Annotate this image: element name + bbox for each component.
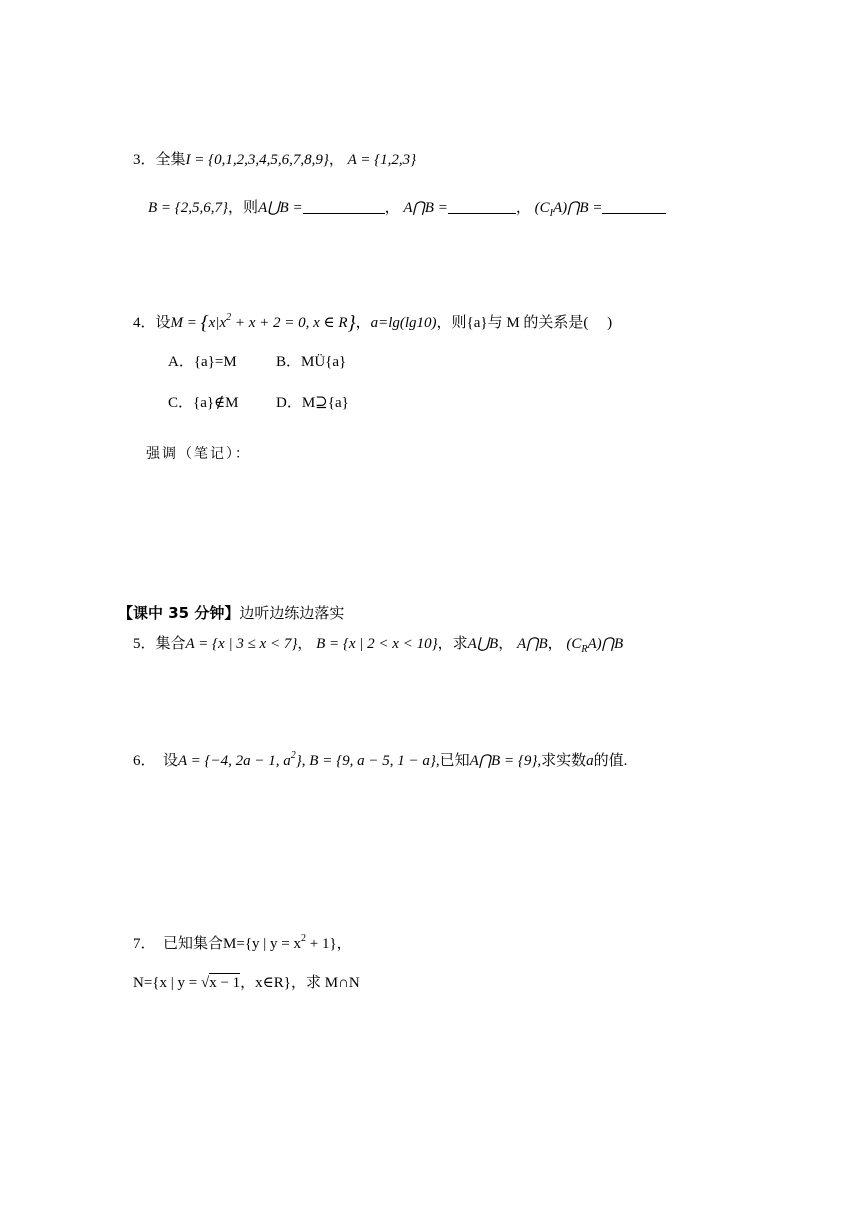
q5-set-b: B = {x | 2 < x < 10} — [316, 636, 438, 652]
q6-set-a: A = {−4, 2a − 1, $a^2$} — [178, 750, 302, 769]
q7-set-n: N={x | y = √x − 1，x∈R}，求 M∩N — [133, 975, 360, 991]
q5-number: 5． — [133, 636, 156, 652]
q3-line1: 3．全集I = {0,1,2,3,4,5,6,7,8,9}， A = {1,2,3} — [133, 152, 417, 168]
q5-complement: $(C_RA)⋂B$ — [566, 636, 624, 655]
q4-a-def: a=lg(lg10) — [370, 315, 437, 331]
q6-set-b: B = {9, a − 5, 1 − a} — [309, 753, 436, 769]
q3-number: 3． — [133, 152, 156, 168]
q6-intro: 设 — [163, 753, 179, 769]
q4-option-d[interactable]: D．M⊇{a} — [276, 395, 349, 411]
q5-set-a: A = {x | 3 ≤ x < 7} — [185, 636, 298, 652]
q3-ask: ，则 — [228, 200, 259, 216]
q3-intersect-blank[interactable] — [448, 199, 516, 214]
q4-ask: ，则{a}与 M 的关系是( ) — [436, 315, 613, 331]
section-title: 【课中 35 分钟】 — [118, 604, 240, 622]
q6-cond: A⋂B = {9} — [469, 753, 538, 769]
q6-number: 6． — [133, 753, 156, 769]
q3-line2: B = {2,5,6,7}，则A⋃B = ， A⋂B = ， $(C_IA)⋂B$ = — [148, 198, 666, 224]
q7-line1 — [133, 929, 352, 954]
q6-tail: 的值. — [593, 753, 628, 769]
q6-line1: 6． 设A = {−4, 2a − 1, $a^2$}, B = {9, a − 5, 1 − a},已知A⋂B = {9},求实数a的值. — [133, 750, 628, 769]
notes-label: 强调（笔记）： — [146, 446, 251, 462]
q3-intersect: A⋂B = — [403, 200, 448, 216]
q5-intersect: A⋂B — [517, 636, 548, 652]
q4-option-b[interactable]: B．MÜ{a} — [276, 354, 347, 370]
q6-var: a — [586, 753, 594, 769]
q6-given: ,已知 — [435, 753, 470, 769]
q4-set-m: $M = \{x|x^2 + x + 2 = 0$, x ∈ R} — [170, 312, 356, 334]
q4-line1: 4．设$M = \{x|x^2 + x + 2 = 0$, x ∈ R}，a=lg(lg10)，则{a}与 M 的关系是( ) — [133, 312, 613, 334]
q3-complement: $(C_IA)⋂B$ = — [534, 200, 603, 219]
q3-union-blank[interactable] — [303, 199, 385, 214]
q3-union: A⋃B = — [258, 200, 303, 216]
q6-ask: ,求实数 — [537, 753, 587, 769]
q7-intro: 已知集合 — [163, 936, 224, 952]
q3-complement-blank[interactable] — [602, 199, 666, 214]
section-subtitle: 边听边练边落实 — [239, 606, 345, 622]
q3-set-b: B = {2,5,6,7} — [148, 200, 229, 216]
q4-option-a[interactable]: A．{a}=M — [168, 354, 237, 370]
q3-intro: 全集 — [155, 152, 186, 168]
q4-number: 4． — [133, 315, 156, 331]
q3-set-a: A = {1,2,3} — [347, 152, 417, 168]
q4-intro: 设 — [155, 315, 171, 331]
q5-intro: 集合 — [155, 636, 186, 652]
q7-line2 — [133, 973, 360, 993]
q4-option-c[interactable]: C．{a}∉M — [168, 395, 239, 411]
q5-line1: 5．集合A = {x | 3 ≤ x < 7}， B = {x | 2 < x < 10}，求A⋃B， A⋂B， $(C_RA)⋂B$ — [133, 636, 624, 655]
q5-ask: ，求 — [437, 636, 468, 652]
q5-union: A⋃B — [467, 636, 499, 652]
q7-set-m: M={y | $y = x^2 + 1$}， — [223, 933, 352, 952]
section-heading — [118, 603, 344, 624]
q3-set-i: I = {0,1,2,3,4,5,6,7,8,9} — [185, 152, 329, 168]
q7-number: 7． — [133, 936, 156, 952]
